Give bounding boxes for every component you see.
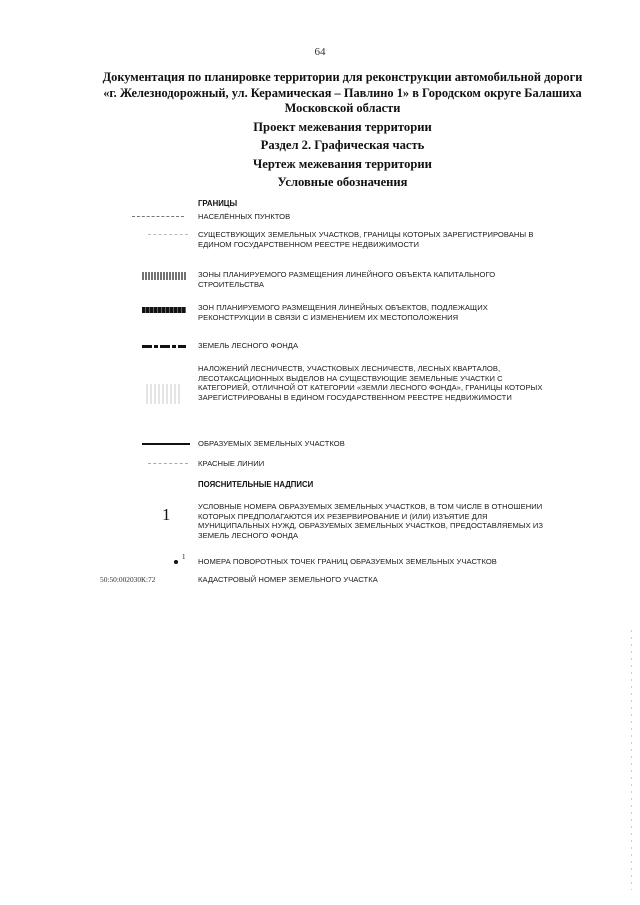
conditional-number-symbol: 1: [162, 505, 171, 524]
note-item-label: НОМЕРА ПОВОРОТНЫХ ТОЧЕК ГРАНИЦ ОБРАЗУЕМЫХ ЗЕМЕЛЬНЫХ УЧАСТКОВ: [198, 557, 497, 566]
title-line-1: Документация по планировке территории для реконструкции автомобильной дороги: [102, 70, 583, 84]
forest-fund-boundary-symbol: [118, 341, 190, 355]
legend-item-label: ЗОН ПЛАНИРУЕМОГО РАЗМЕЩЕНИЯ ЛИНЕЙНЫХ ОБЪЕКТОВ, ПОДЛЕЖАЩИХ РЕКОНСТРУКЦИИ В СВЯЗИ С ИЗМЕНЕНИЕМ ИХ МЕСТОПОЛОЖЕНИЯ: [198, 303, 488, 322]
legend-item-label: КРАСНЫЕ ЛИНИИ: [198, 459, 265, 468]
turning-point-number: 1: [182, 553, 186, 561]
title-line-2: «г. Железнодорожный, ул. Керамическая – Павлино 1» в Городском округе Балашиха: [103, 85, 582, 100]
drawing-title: Чертеж межевания территории: [253, 156, 432, 171]
reconstruction-zone-symbol: [118, 303, 190, 317]
cadastral-number-sample: 50:50:002030К:72: [100, 575, 156, 584]
legend-item-label: СУЩЕСТВУЮЩИХ ЗЕМЕЛЬНЫХ УЧАСТКОВ, ГРАНИЦЫ КОТОРЫХ ЗАРЕГИСТРИРОВАНЫ В ЕДИНОМ ГОСУДАРСТВЕННОМ РЕЕСТРЕ НЕДВИЖИМОСТИ: [198, 230, 534, 249]
formed-plot-boundary-symbol: [118, 439, 190, 453]
note-item-label: УСЛОВНЫЕ НОМЕРА ОБРАЗУЕМЫХ ЗЕМЕЛЬНЫХ УЧАСТКОВ, В ТОМ ЧИСЛЕ В ОТНОШЕНИИ КОТОРЫХ ПРЕДПОЛАГАЮТСЯ ИХ РЕЗЕРВИРОВАНИЕ И (ИЛИ) ИЗЪЯТИЕ ДЛЯ МУНИЦИПАЛЬНЫХ НУЖД, ОБРАЗУЕМЫХ ЗЕМЕЛЬНЫХ УЧАСТКОВ, ПРЕДОСТАВЛЯЕМЫХ ИЗ ЗЕМЕЛЬ ЛЕСНОГО ФОНДА: [198, 502, 544, 540]
legend-item-label: ЗЕМЕЛЬ ЛЕСНОГО ФОНДА: [198, 341, 299, 350]
legend-title: Условные обозначения: [277, 175, 408, 189]
red-line-symbol: [118, 459, 190, 473]
turning-point-symbol: [118, 553, 190, 571]
note-item-label: КАДАСТРОВЫЙ НОМЕР ЗЕМЕЛЬНОГО УЧАСТКА: [198, 575, 378, 584]
scan-edge-artifact: [631, 630, 632, 890]
settlement-boundary-symbol: [118, 212, 190, 226]
existing-plot-boundary-symbol: [118, 230, 190, 244]
title-line-3: Московской области: [284, 101, 401, 115]
legend-item-label: ОБРАЗУЕМЫХ ЗЕМЕЛЬНЫХ УЧАСТКОВ: [198, 439, 345, 448]
page-number: 64: [314, 46, 326, 58]
legend-item-label: ЗОНЫ ПЛАНИРУЕМОГО РАЗМЕЩЕНИЯ ЛИНЕЙНОГО ОБЪЕКТА КАПИТАЛЬНОГО СТРОИТЕЛЬСТВА: [198, 270, 496, 289]
title-block: [70, 70, 615, 191]
legend-item-label: НАЛОЖЕНИЙ ЛЕСНИЧЕСТВ, УЧАСТКОВЫХ ЛЕСНИЧЕСТВ, ЛЕСНЫХ КВАРТАЛОВ, ЛЕСОТАКСАЦИОННЫХ ВЫДЕЛОВ НА СУЩЕСТВУЮЩИЕ ЗЕМЕЛЬНЫЕ УЧАСТКИ С КАТЕГОРИЕЙ, ОТЛИЧНОЙ ОТ КАТЕГОРИИ «ЗЕМЛИ ЛЕСНОГО ФОНДА», ГРАНИЦЫ КОТОРЫХ ЗАРЕГИСТРИРОВАНЫ В ЕДИНОМ ГОСУДАРСТВЕННОМ РЕЕСТРЕ НЕДВИЖИМОСТИ: [198, 364, 543, 402]
forestry-overlay-symbol: [118, 382, 190, 396]
boundaries-heading: ГРАНИЦЫ: [198, 199, 238, 208]
section-title: Раздел 2. Графическая часть: [260, 138, 425, 152]
notes-heading: ПОЯСНИТЕЛЬНЫЕ НАДПИСИ: [198, 480, 314, 489]
legend-item-label: НАСЕЛЁННЫХ ПУНКТОВ: [198, 212, 291, 221]
project-title: Проект межевания территории: [253, 119, 432, 134]
linear-object-zone-symbol: [118, 270, 190, 284]
